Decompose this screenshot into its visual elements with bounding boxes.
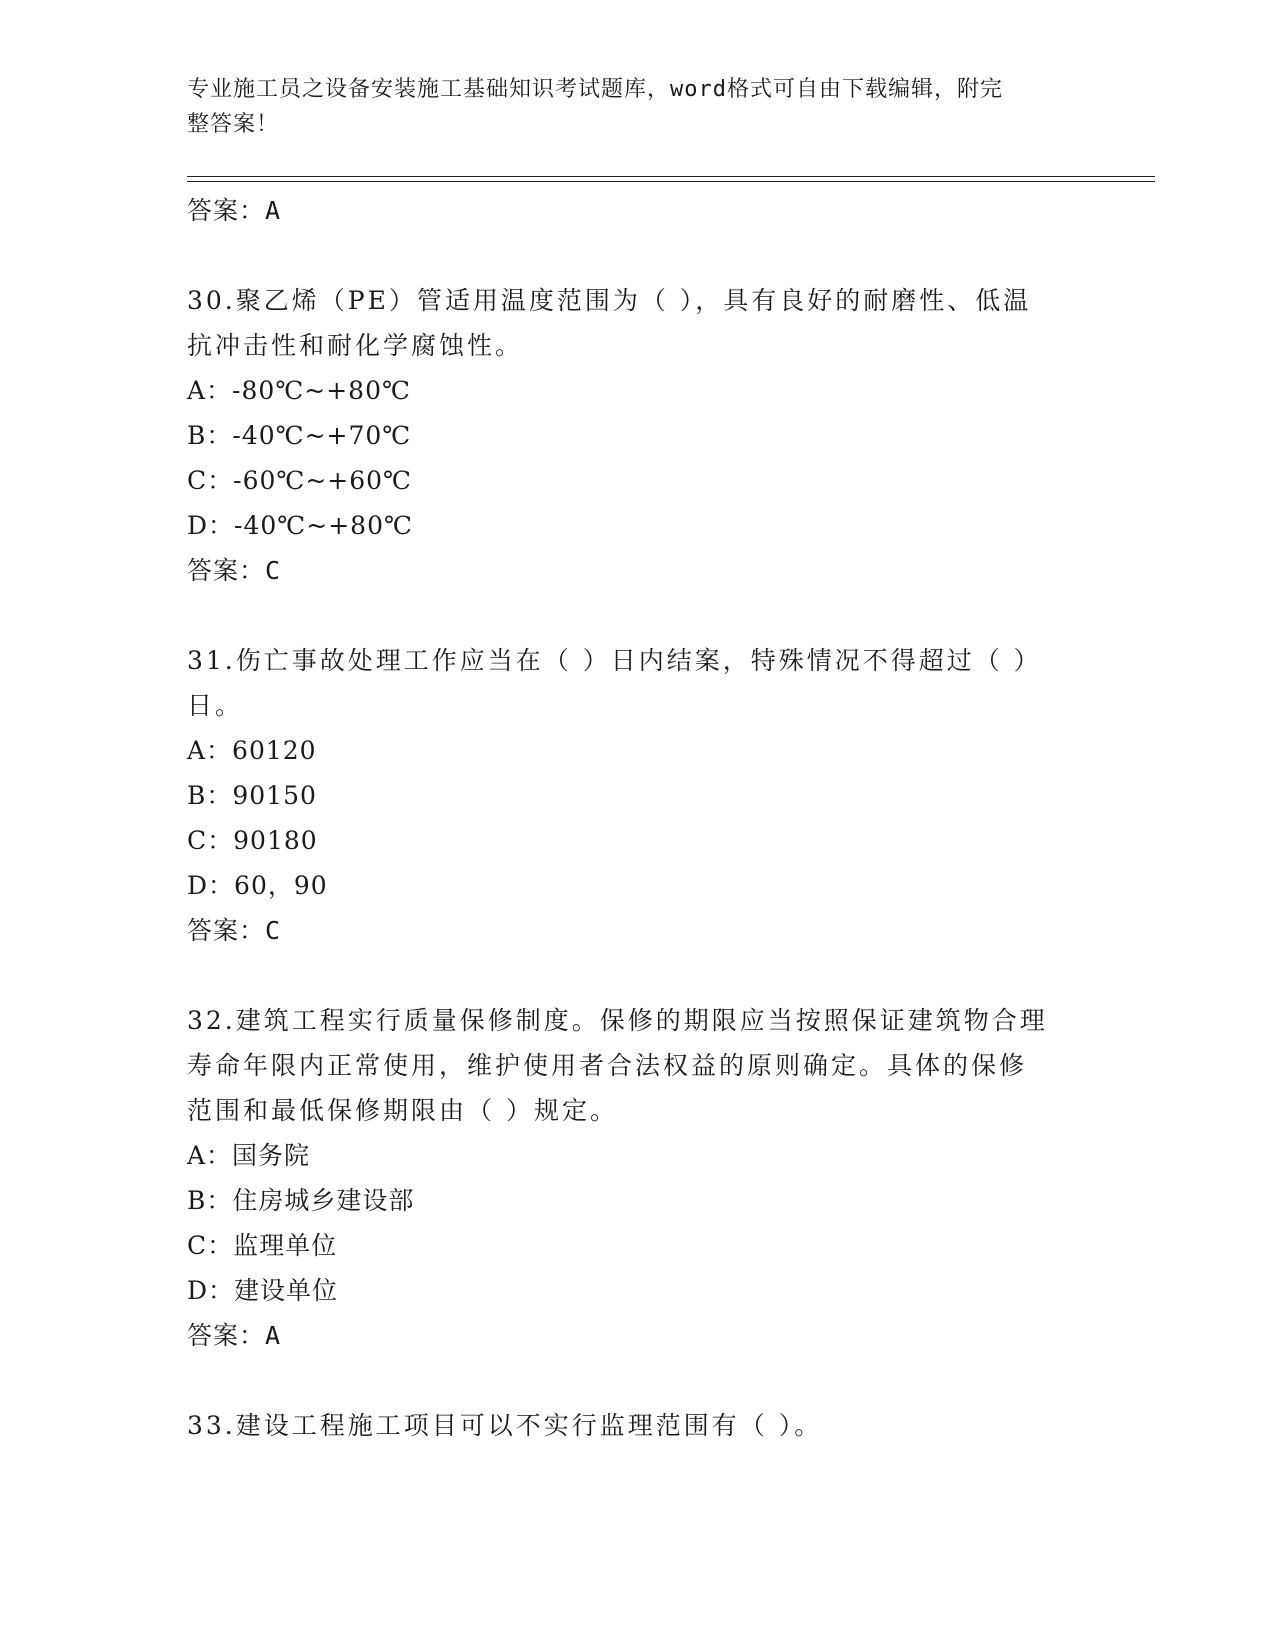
option-c: C：-60℃~+60℃	[187, 466, 413, 495]
header-line-1: 专业施工员之设备安装施工基础知识考试题库，word格式可自由下载编辑，附完	[187, 77, 1003, 102]
answer: 答案：A	[187, 1321, 282, 1350]
option-d: D：-40℃~+80℃	[187, 511, 413, 540]
header-rule-top	[187, 176, 1155, 177]
header-rule-bottom	[187, 181, 1155, 182]
question-text-line: 32.建筑工程实行质量保修制度。保修的期限应当按照保证建筑物合理	[187, 1006, 1048, 1035]
option-a: A：60120	[187, 736, 317, 765]
option-d: D：60，90	[187, 871, 328, 900]
question-text-line: 日。	[187, 691, 244, 720]
previous-answer: 答案：A	[187, 196, 282, 225]
option-b: B：住房城乡建设部	[187, 1186, 415, 1215]
question-text-line: 寿命年限内正常使用，维护使用者合法权益的原则确定。具体的保修	[187, 1051, 1028, 1080]
question-30	[187, 278, 1087, 593]
option-b: B：-40℃~+70℃	[187, 421, 412, 450]
question-33	[187, 1403, 1087, 1448]
header-line-2: 整答案！	[187, 112, 280, 137]
question-text-line: 30.聚乙烯（PE）管适用温度范围为（ ），具有良好的耐磨性、低温	[187, 286, 1032, 315]
document-header	[187, 72, 1067, 142]
question-text-line: 范围和最低保修期限由（ ）规定。	[187, 1096, 618, 1125]
option-a: A：-80℃~+80℃	[187, 376, 411, 405]
option-c: C：90180	[187, 826, 318, 855]
question-text-line: 33.建设工程施工项目可以不实行监理范围有（ ）。	[187, 1411, 823, 1440]
option-d: D：建设单位	[187, 1276, 339, 1305]
question-text-line: 抗冲击性和耐化学腐蚀性。	[187, 331, 524, 360]
option-a: A：国务院	[187, 1141, 311, 1170]
option-b: B：90150	[187, 781, 317, 810]
answer: 答案：C	[187, 556, 282, 585]
document-body	[187, 188, 1087, 1448]
question-31	[187, 638, 1087, 953]
answer: 答案：C	[187, 916, 282, 945]
question-32	[187, 998, 1087, 1358]
question-text-line: 31.伤亡事故处理工作应当在（ ）日内结案，特殊情况不得超过（ ）	[187, 646, 1042, 675]
option-c: C：监理单位	[187, 1231, 338, 1260]
